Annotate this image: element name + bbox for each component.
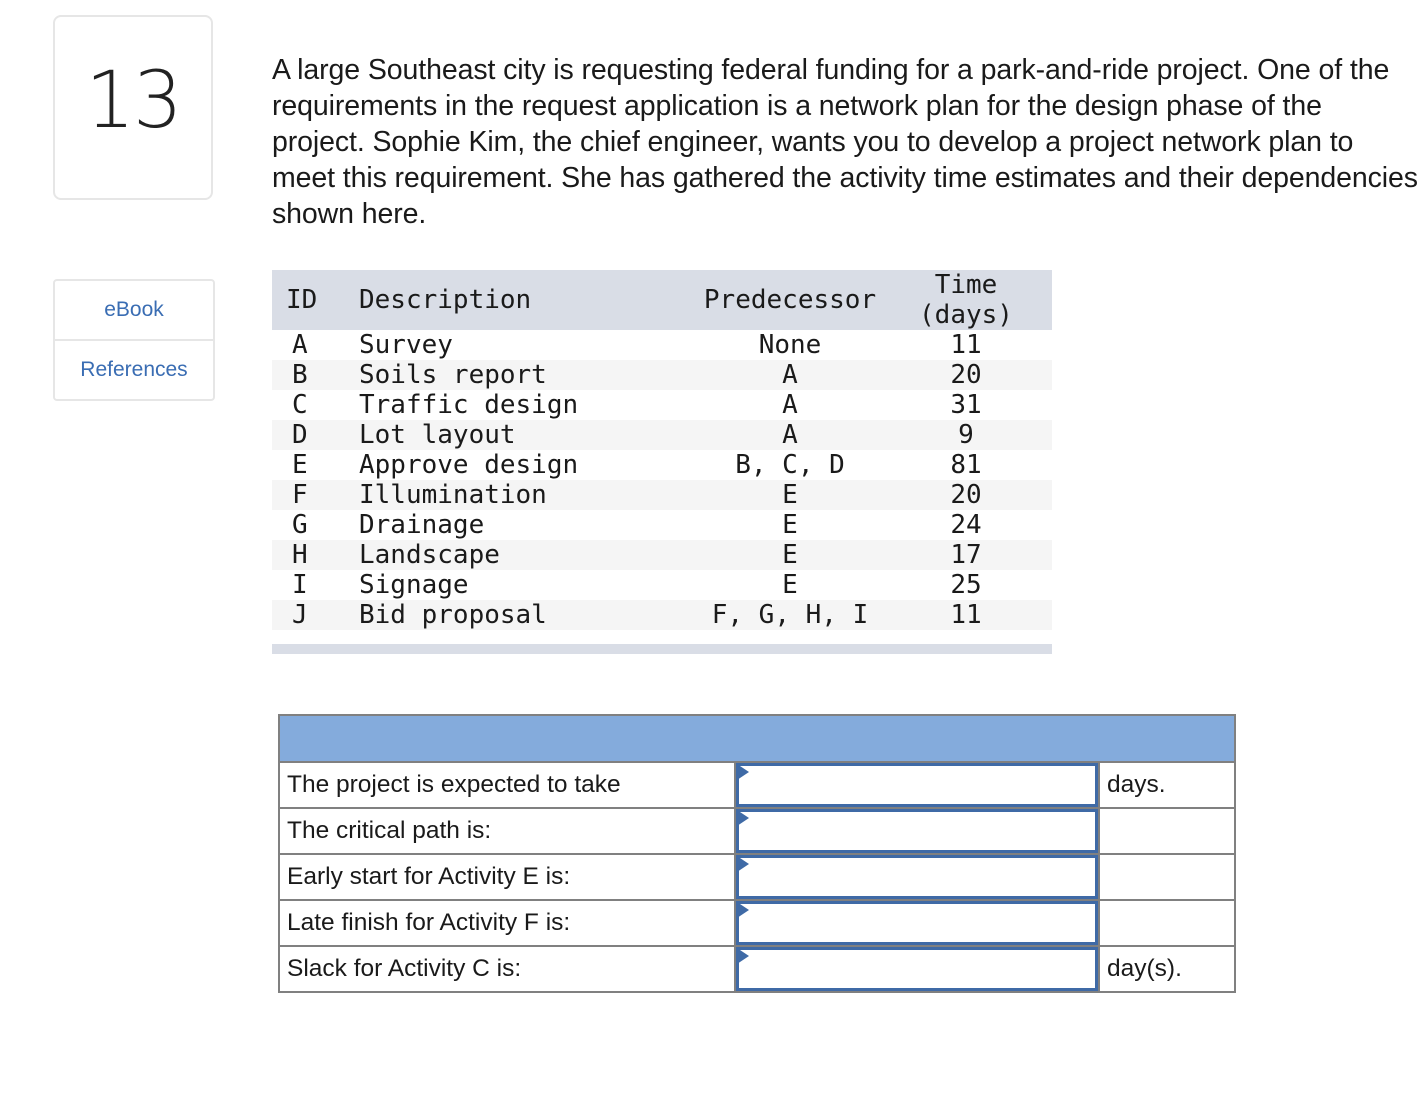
header-predecessor: Predecessor: [703, 285, 877, 315]
table-row: [272, 450, 1052, 480]
question-number: 13: [85, 55, 181, 146]
answer-row: [280, 763, 1234, 809]
row-time: 11: [950, 330, 982, 360]
row-id: I: [292, 570, 308, 600]
row-time: 81: [950, 450, 982, 480]
row-time: 31: [950, 390, 982, 420]
row-id: D: [292, 420, 308, 450]
row-time: 9: [958, 420, 974, 450]
row-description: Traffic design: [359, 390, 579, 420]
row-time: 24: [950, 510, 982, 540]
row-predecessor: E: [782, 480, 798, 510]
row-time: 17: [950, 540, 982, 570]
answer-unit: [1100, 855, 1234, 899]
row-id: C: [292, 390, 308, 420]
row-id: G: [292, 510, 308, 540]
row-predecessor: E: [782, 510, 798, 540]
row-predecessor: E: [782, 540, 798, 570]
row-time: 20: [950, 360, 982, 390]
table-row: [272, 540, 1052, 570]
activity-table: [272, 270, 1052, 654]
late-finish-f-input[interactable]: [736, 901, 1098, 945]
row-description: Signage: [359, 570, 469, 600]
answer-table-header: [280, 716, 1234, 763]
header-description: Description: [359, 285, 532, 315]
early-start-e-input[interactable]: [736, 855, 1098, 899]
input-marker-icon: [737, 948, 749, 964]
table-row: [272, 510, 1052, 540]
ebook-link[interactable]: eBook: [104, 298, 164, 321]
table-row: [272, 570, 1052, 600]
row-description: Landscape: [359, 540, 500, 570]
row-time: 11: [950, 600, 982, 630]
answer-label-slack-c: Slack for Activity C is:: [280, 947, 736, 991]
row-description: Bid proposal: [359, 600, 547, 630]
answer-unit: [1100, 901, 1234, 945]
row-time: 25: [950, 570, 982, 600]
answer-table: [278, 714, 1236, 993]
row-description: Approve design: [359, 450, 579, 480]
table-footer-divider: [272, 644, 1052, 654]
project-duration-input[interactable]: [736, 763, 1098, 807]
row-id: H: [292, 540, 308, 570]
answer-unit: days.: [1107, 771, 1166, 798]
row-description: Illumination: [359, 480, 547, 510]
header-id: ID: [286, 285, 318, 315]
row-description: Survey: [359, 330, 453, 360]
answer-label-duration: The project is expected to take: [280, 763, 736, 807]
header-time: [902, 270, 1030, 330]
input-marker-icon: [737, 810, 749, 826]
row-id: B: [292, 360, 308, 390]
answer-unit: [1100, 809, 1234, 853]
table-row: [272, 390, 1052, 420]
activity-table-header: [272, 270, 1052, 330]
table-row: [272, 600, 1052, 630]
answer-label-early-start-e: Early start for Activity E is:: [280, 855, 736, 899]
references-link[interactable]: References: [55, 339, 213, 399]
answer-label-critical-path: The critical path is:: [280, 809, 736, 853]
row-predecessor: A: [782, 420, 798, 450]
row-predecessor: None: [758, 330, 822, 360]
row-id: J: [292, 600, 308, 630]
header-time-line1: Time: [934, 270, 998, 300]
row-predecessor: F, G, H, I: [711, 600, 869, 630]
answer-row: [280, 901, 1234, 947]
row-id: E: [292, 450, 308, 480]
row-description: Drainage: [359, 510, 485, 540]
answer-unit: day(s).: [1107, 955, 1182, 982]
row-description: Lot layout: [359, 420, 516, 450]
input-marker-icon: [737, 856, 749, 872]
table-row: [272, 360, 1052, 390]
row-description: Soils report: [359, 360, 547, 390]
critical-path-input[interactable]: [736, 809, 1098, 853]
row-id: A: [292, 330, 308, 360]
question-prompt: A large Southeast city is requesting federal funding for a park-and-ride project. One of the requirements in the request application is a network plan for the design phase of the project. Sophie Kim, the chief engineer, wants you to develop a project network plan to meet this requirement. She has gathered the activity time estimates and their dependencies shown here.: [272, 54, 1418, 230]
answer-row: [280, 947, 1234, 991]
row-predecessor: A: [782, 360, 798, 390]
table-row: [272, 420, 1052, 450]
table-row: [272, 480, 1052, 510]
question-number-box: [53, 15, 213, 200]
answer-row: [280, 809, 1234, 855]
answer-label-late-finish-f: Late finish for Activity F is:: [280, 901, 736, 945]
answer-row: [280, 855, 1234, 901]
input-marker-icon: [737, 902, 749, 918]
row-predecessor: A: [782, 390, 798, 420]
table-row: [272, 330, 1052, 360]
row-id: F: [292, 480, 308, 510]
input-marker-icon: [737, 764, 749, 780]
resource-links: [53, 279, 215, 401]
header-time-line2: (days): [919, 300, 1013, 330]
row-time: 20: [950, 480, 982, 510]
row-predecessor: E: [782, 570, 798, 600]
row-predecessor: B, C, D: [735, 450, 845, 480]
slack-c-input[interactable]: [736, 947, 1098, 991]
